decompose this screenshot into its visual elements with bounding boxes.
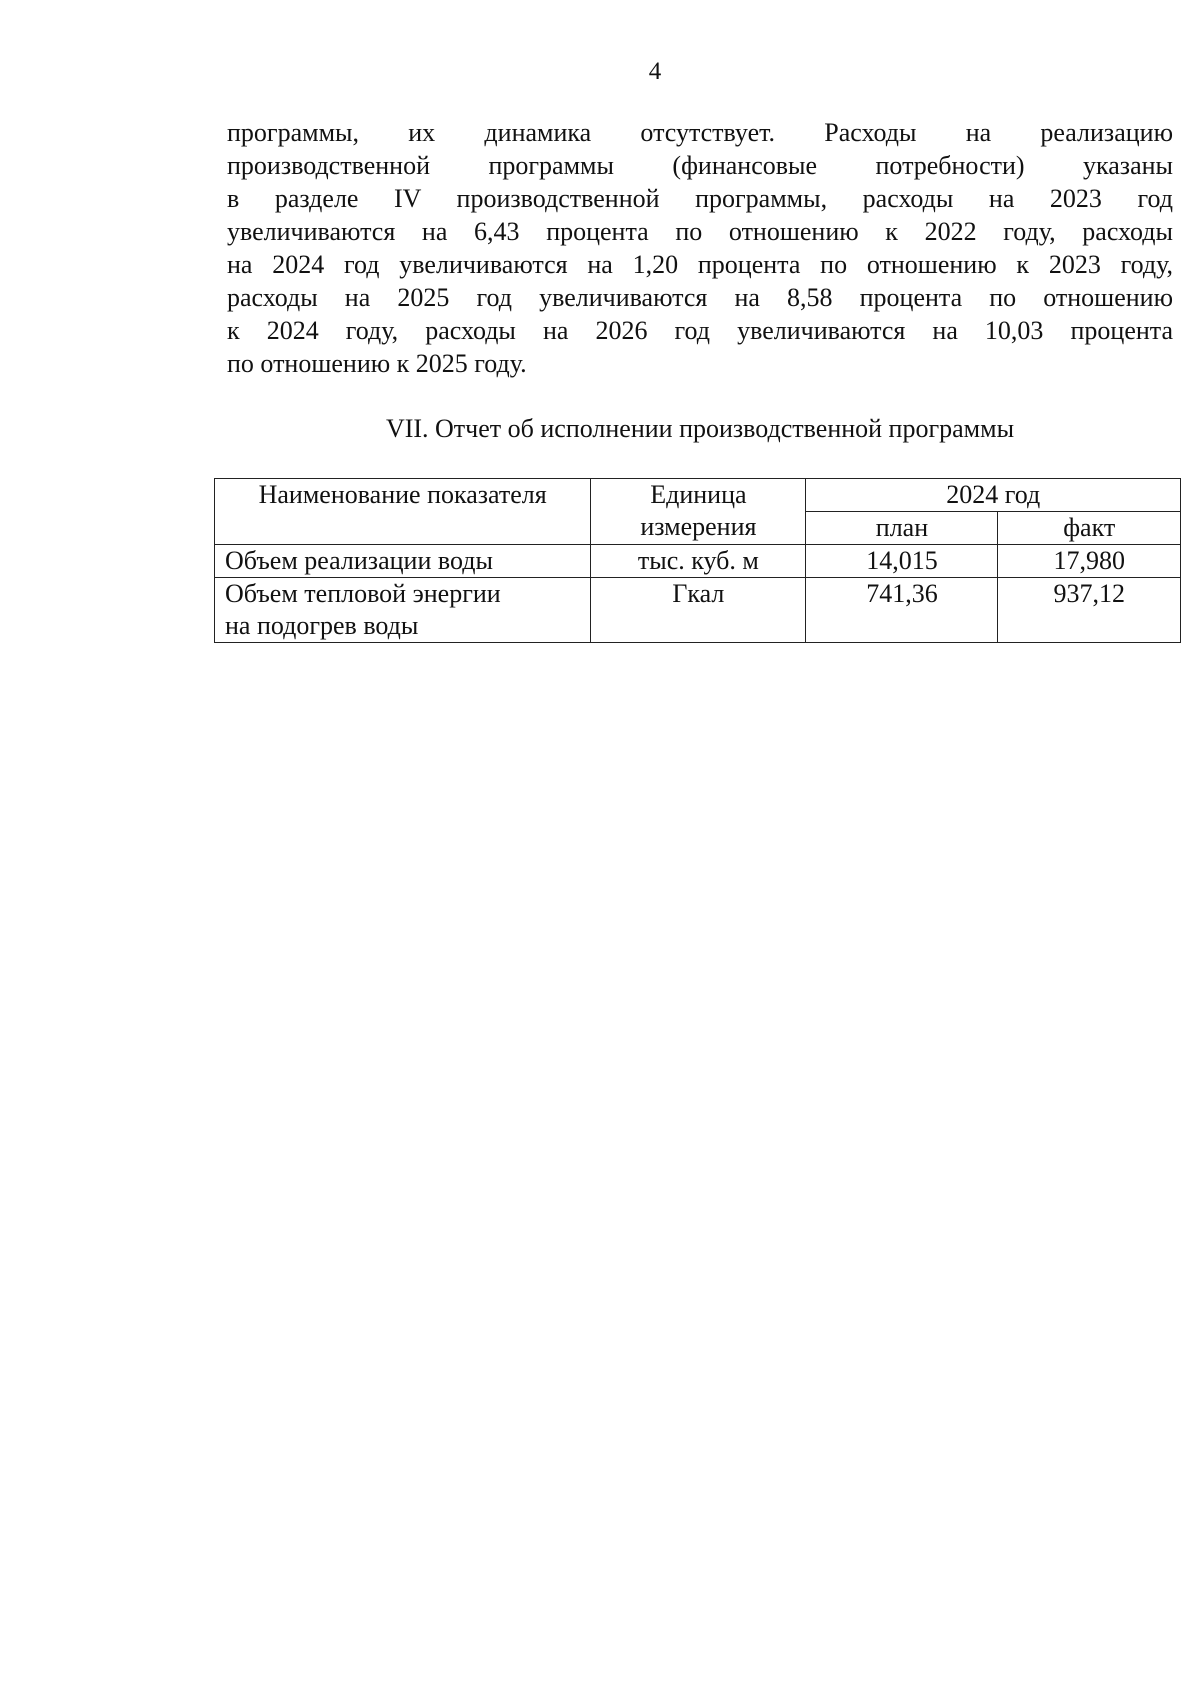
cell-plan: 14,015 <box>806 545 998 578</box>
paragraph-line: к 2024 году, расходы на 2026 год увеличиваются на 10,03 процента <box>227 316 1173 345</box>
header-unit-line: измерения <box>640 512 757 541</box>
paragraph-line: на 2024 год увеличиваются на 1,20 процента по отношению к 2023 году, <box>227 250 1173 279</box>
paragraph-line: увеличиваются на 6,43 процента по отношению к 2022 году, расходы <box>227 217 1173 246</box>
cell-name-line: на подогрев воды <box>225 611 419 640</box>
header-fact: факт <box>998 512 1181 545</box>
header-name: Наименование показателя <box>215 479 591 545</box>
table-row <box>215 578 1181 643</box>
section-title: VII. Отчет об исполнении производственной программы <box>385 414 1015 443</box>
header-year: 2024 год <box>806 479 1181 512</box>
paragraph-line: программы, их динамика отсутствует. Расходы на реализацию <box>227 118 1173 147</box>
table-row <box>215 545 1181 578</box>
cell-name-line: Объем тепловой энергии <box>225 579 501 608</box>
cell-unit: тыс. куб. м <box>591 545 806 578</box>
paragraph-line: в разделе IV производственной программы, расходы на 2023 год <box>227 184 1173 213</box>
paragraph-line: производственной программы (финансовые потребности) указаны <box>227 151 1173 180</box>
cell-fact: 937,12 <box>998 578 1181 643</box>
page-number: 4 <box>648 58 662 85</box>
body-paragraph <box>227 116 1173 380</box>
cell-fact: 17,980 <box>998 545 1181 578</box>
header-unit <box>591 479 806 545</box>
header-plan: план <box>806 512 998 545</box>
header-unit-line: Единица <box>650 480 747 509</box>
paragraph-line: расходы на 2025 год увеличиваются на 8,58 процента по отношению <box>227 283 1173 312</box>
cell-name: Объем реализации воды <box>215 545 591 578</box>
table-header-row <box>215 479 1181 512</box>
report-table <box>214 478 1181 643</box>
paragraph-line: по отношению к 2025 году. <box>227 349 527 378</box>
cell-plan: 741,36 <box>806 578 998 643</box>
cell-unit: Гкал <box>591 578 806 643</box>
cell-name <box>215 578 591 643</box>
